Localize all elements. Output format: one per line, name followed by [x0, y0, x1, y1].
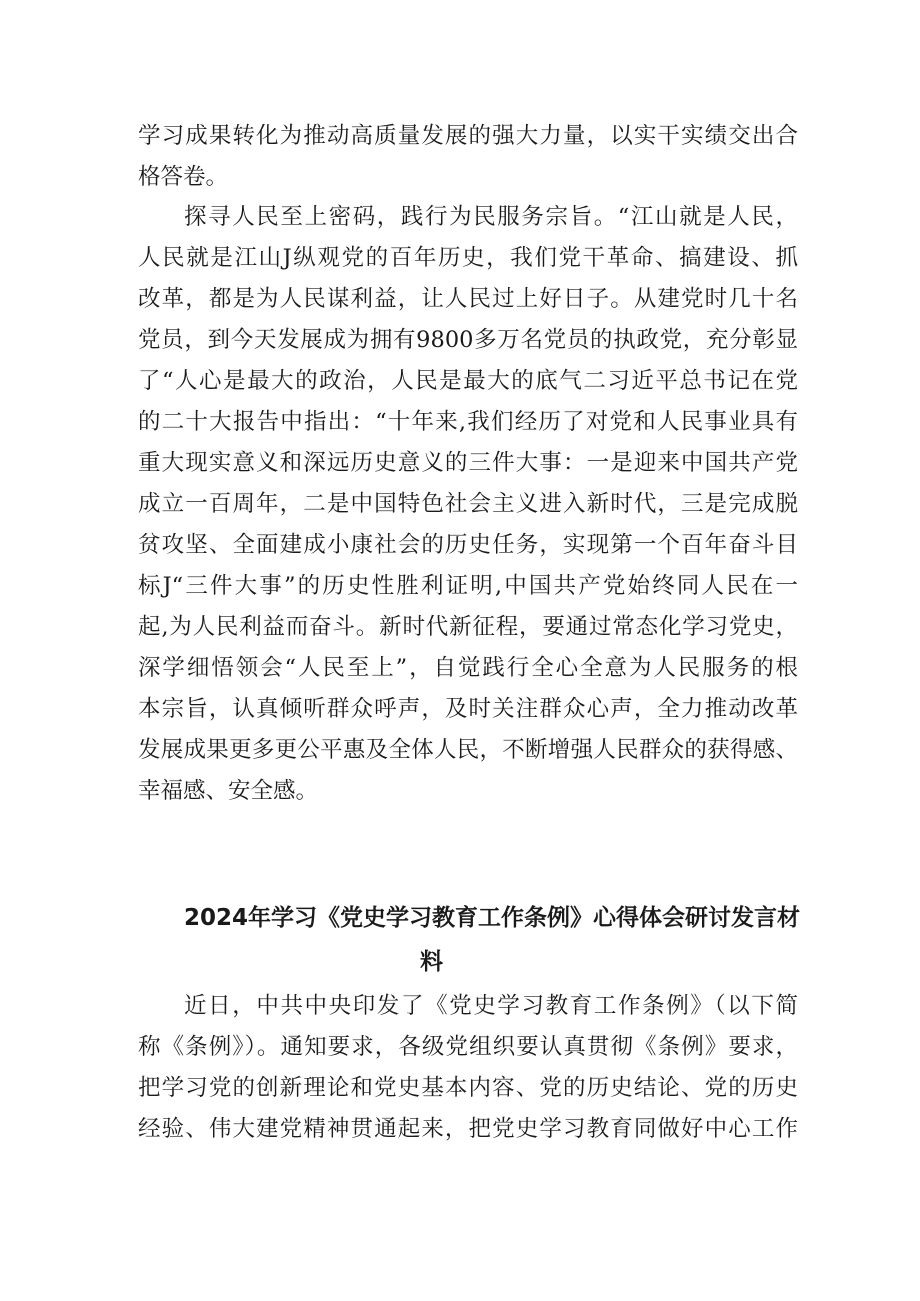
paragraph-line: 探寻人民至上密码，践行为民服务宗旨。“江山就是人民，: [184, 204, 798, 230]
paragraph-line: 人民就是江山J纵观党的百年历史，我们党干革命、搞建设、抓: [138, 245, 798, 271]
paragraph-line: 了“人心是最大的政治，人民是最大的底气二习近平总书记在党: [138, 368, 798, 394]
paragraph-line: 格答卷。: [138, 164, 229, 190]
paragraph-line: 标J“三件大事”的历史性胜利证明,中国共产党始终同人民在一: [138, 573, 798, 599]
paragraph-line: 本宗旨，认真倾听群众呼声，及时关注群众心声，全力推动改革: [138, 696, 798, 722]
paragraph-line: 幸福感、安全感。: [138, 778, 319, 804]
paragraph-line: 起,为人民利益而奋斗。新时代新征程，要通过常态化学习党史，: [138, 614, 798, 640]
section-heading: 2024年学习《党史学习教育工作条例》心得体会研讨发言材: [184, 905, 801, 931]
section-heading-continuation: 料: [420, 949, 443, 975]
paragraph-line: 把学习党的创新理论和党史基本内容、党的历史结论、党的历史: [138, 1075, 798, 1101]
paragraph-line: 经验、伟大建党精神贯通起来，把党史学习教育同做好中心工作: [138, 1116, 798, 1142]
paragraph-line: 称《条例》）。通知要求，各级党组织要认真贯彻《条例》要求，: [138, 1034, 798, 1060]
paragraph-line: 重大现实意义和深远历史意义的三件大事：一是迎来中国共产党: [138, 450, 798, 476]
paragraph-line: 近日，中共中央印发了《党史学习教育工作条例》（以下简: [184, 993, 798, 1019]
paragraph-line: 成立一百周年，二是中国特色社会主义进入新时代，三是完成脱: [138, 491, 798, 517]
paragraph-line: 发展成果更多更公平惠及全体人民，不断增强人民群众的获得感、: [138, 737, 798, 763]
paragraph-line: 党员，到今天发展成为拥有9800多万名党员的执政党，充分彰显: [138, 327, 798, 353]
paragraph-line: 学习成果转化为推动高质量发展的强大力量，以实干实绩交出合: [138, 123, 798, 149]
paragraph-line: 贫攻坚、全面建成小康社会的历史任务，实现第一个百年奋斗目: [138, 532, 798, 558]
paragraph-line: 的二十大报告中指出：“十年来,我们经历了对党和人民事业具有: [138, 409, 798, 435]
paragraph-line: 深学细悟领会“人民至上”，自觉践行全心全意为人民服务的根: [138, 655, 798, 681]
paragraph-line: 改革，都是为人民谋利益，让人民过上好日子。从建党时几十名: [138, 286, 798, 312]
